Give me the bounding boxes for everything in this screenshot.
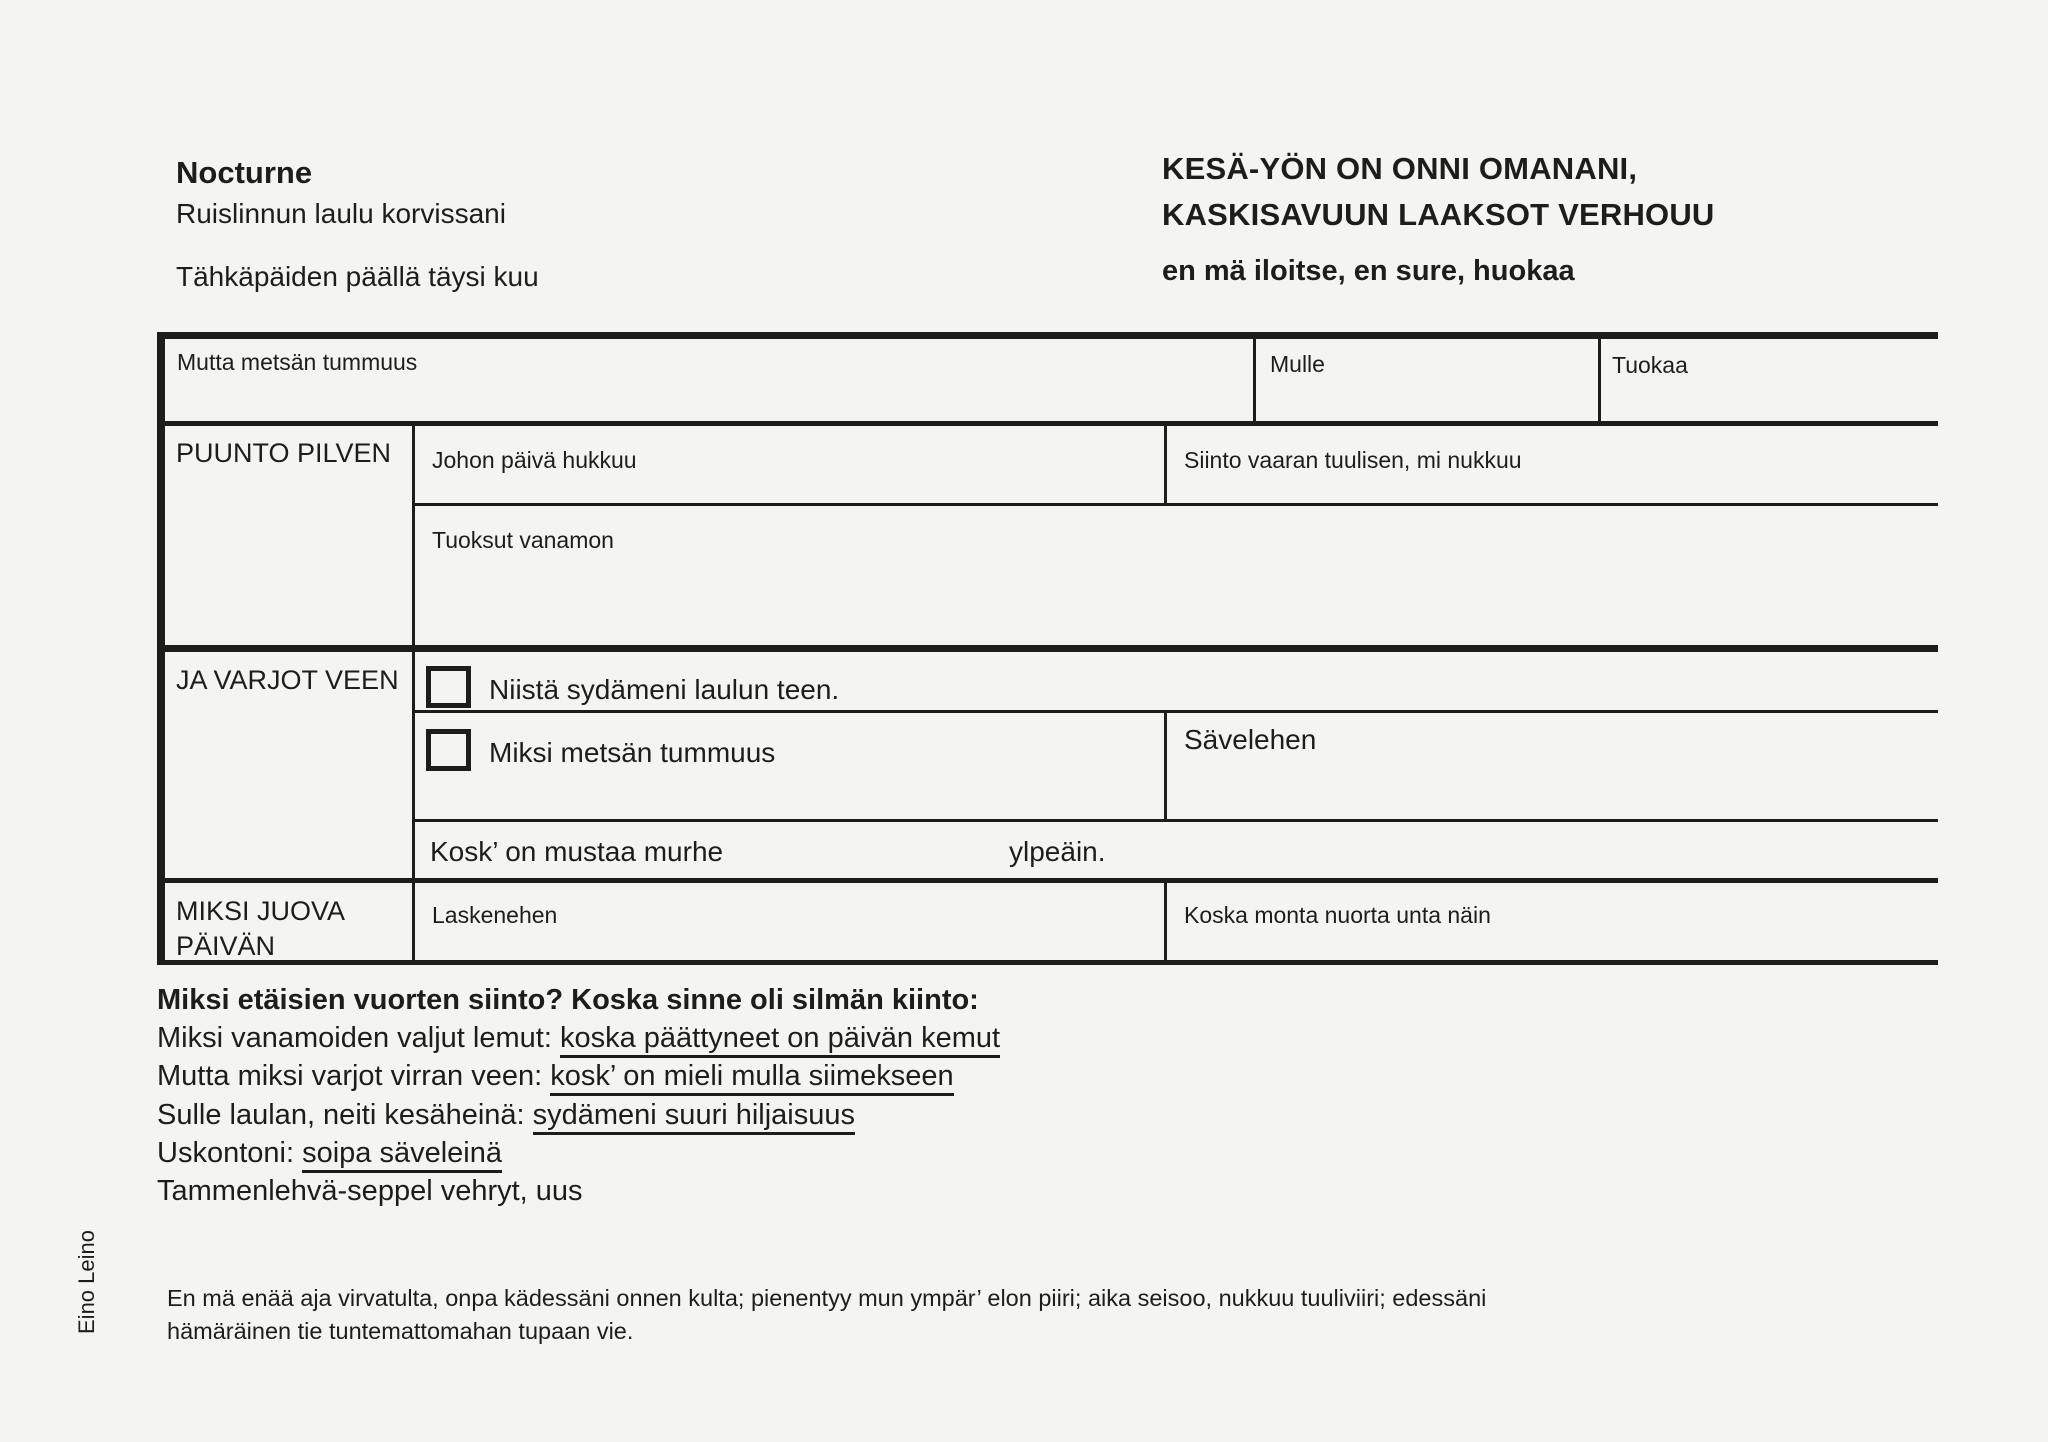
- varjot-rowb-bottom-border: [412, 819, 1938, 822]
- cell-miksi-metsan-tummuus: Miksi metsän tummuus: [489, 737, 776, 768]
- poem-line-4: [157, 1099, 855, 1132]
- cell-tuokaa: Tuokaa: [1612, 352, 1688, 378]
- varjot-rowb-divider: [1164, 713, 1167, 819]
- table-bottom-border: [157, 960, 1938, 965]
- varjot-section-bottom-border: [157, 878, 1938, 883]
- poem-title: Nocturne: [176, 155, 313, 190]
- poem-line-5-underlined: soipa säveleinä: [302, 1137, 502, 1173]
- closing-line-2: hämäräinen tie tuntemattomahan tupaan vie.: [167, 1318, 634, 1344]
- cell-laskenehen: Laskenehen: [432, 902, 558, 928]
- cell-kosk-on-mustaa-murhe: Kosk’ on mustaa murhe: [430, 836, 724, 867]
- row1-bottom-border: [157, 421, 1938, 426]
- poem-line-2: [157, 1022, 1000, 1055]
- cell-siinto-vaaran: Siinto vaaran tuulisen, mi nukkuu: [1184, 447, 1522, 473]
- section-header-puunto-pilven: PUUNTO PILVEN: [176, 438, 392, 468]
- checkbox-miksi-metsan[interactable]: [426, 729, 471, 771]
- subtitle-line-2: Tähkäpäiden päällä täysi kuu: [176, 261, 539, 292]
- miksi-row-divider: [1164, 883, 1167, 960]
- puunto-rowa-bottom-border: [412, 503, 1938, 506]
- puunto-section-bottom-border: [157, 645, 1938, 652]
- closing-line-1: En mä enää aja virvatulta, onpa kädessäni onnen kulta; pienentyy mun ympär’ elon piiri; aika seisoo, nukkuu tuuliviiri; edessäni: [167, 1285, 1487, 1311]
- puunto-rowa-divider: [1164, 426, 1167, 503]
- poem-line-5: [157, 1137, 502, 1170]
- poem-line-4-underlined: sydämeni suuri hiljaisuus: [533, 1099, 855, 1135]
- poem-line-5-prefix: Uskontoni:: [157, 1137, 303, 1169]
- poem-line-3: [157, 1060, 954, 1093]
- varjot-rowa-bottom-border: [412, 710, 1938, 713]
- author-vertical-label: Eino Leino: [74, 1230, 99, 1334]
- cell-johon-paiva-hukkuu: Johon päivä hukkuu: [432, 447, 637, 473]
- row1-divider-2: [1598, 339, 1601, 421]
- poem-line-2-prefix: Miksi vanamoiden valjut lemut:: [157, 1022, 560, 1054]
- cell-tuoksut-vanamon: Tuoksut vanamon: [432, 527, 614, 553]
- cell-savelehen: Sävelehen: [1184, 724, 1317, 755]
- poem-line-3-prefix: Mutta miksi varjot virran veen:: [157, 1060, 551, 1092]
- checkbox-niista[interactable]: [426, 666, 471, 708]
- cell-mulle: Mulle: [1270, 351, 1325, 377]
- header-caps-line-1: KESÄ-YÖN ON ONNI OMANANI,: [1162, 151, 1638, 186]
- poem-line-4-prefix: Sulle laulan, neiti kesäheinä:: [157, 1099, 533, 1131]
- miksi-column-divider: [412, 883, 415, 960]
- table-top-border: [157, 332, 1938, 339]
- section-header-ja-varjot-veen: JA VARJOT VEEN: [176, 665, 399, 695]
- poem-line-2-underlined: koska päättyneet on päivän kemut: [560, 1022, 1000, 1058]
- varjot-column-divider: [412, 652, 415, 878]
- poem-line-3-underlined: kosk’ on mieli mulla siimekseen: [550, 1060, 953, 1096]
- header-caps-line-2: KASKISAVUUN LAAKSOT VERHOUU: [1162, 197, 1715, 232]
- puunto-column-divider: [412, 426, 415, 645]
- section-header-miksi-juova-paivan: MIKSI JUOVA PÄIVÄN: [176, 896, 344, 961]
- poem-line-6: Tammenlehvä-seppel vehryt, uus: [157, 1175, 583, 1207]
- subtitle-line-1: Ruislinnun laulu korvissani: [176, 198, 506, 229]
- header-bold-line: en mä iloitse, en sure, huokaa: [1162, 255, 1575, 287]
- cell-ylpeain: ylpeäin.: [1009, 836, 1106, 867]
- cell-niista-sydameni: Niistä sydämeni laulun teen.: [489, 674, 840, 705]
- cell-mutta-metsan-tummuus: Mutta metsän tummuus: [177, 349, 418, 375]
- table-left-border: [157, 332, 165, 965]
- row1-divider-1: [1253, 339, 1256, 421]
- poem-bold-line: Miksi etäisien vuorten siinto? Koska sinne oli silmän kiinto:: [157, 984, 979, 1016]
- cell-koska-monta-nuorta: Koska monta nuorta unta näin: [1184, 902, 1491, 928]
